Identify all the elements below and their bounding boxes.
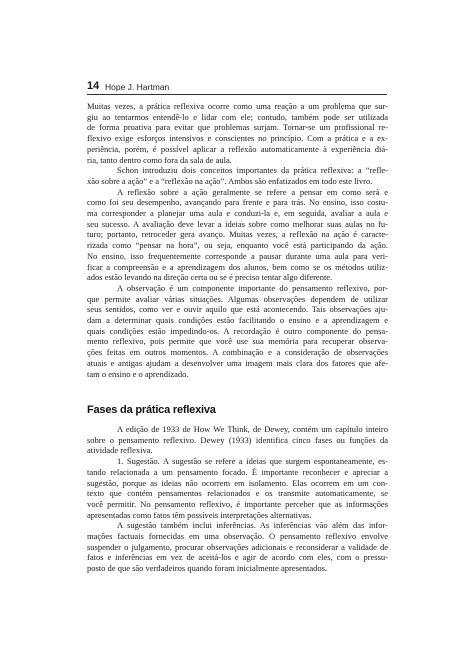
- text-line: No ensino, isso frequentemente corresponde a pausar durante uma aula para veri-: [87, 250, 388, 261]
- text-line: giu ao tentarmos entendê-lo e lidar com ele; contudo, também pode ser utilizada: [87, 111, 388, 122]
- body-text-block-2: [87, 424, 388, 574]
- page-number: 14: [87, 80, 100, 92]
- text-line: suspender o julgamento, procurar observações adicionais e reconsiderar a validade de: [87, 541, 388, 552]
- text-line: dam a determinar quais condições estão facilitando o ensino e a aprendizagem e: [87, 315, 388, 326]
- text-line: tam o ensino e o aprendizado.: [87, 368, 189, 379]
- text-line: seu sucesso. A avaliação deve levar a ideias sobre como melhorar suas aulas no fu-: [87, 218, 388, 229]
- text-line: atividade reflexiva.: [87, 445, 153, 456]
- text-line: turo; portanto, retroceder gera avanço. Muitas vezes, a reflexão na ação é caracte-: [87, 229, 388, 240]
- section-heading: Fases da prática reflexiva: [87, 404, 216, 416]
- running-header-author: Hope J. Hartman: [105, 82, 170, 92]
- text-line: A edição de 1933 de How We Think, de Dewey, contém um capítulo inteiro: [117, 424, 388, 434]
- running-header: [87, 80, 388, 94]
- body-text-block-1: [87, 101, 388, 379]
- paragraph: [87, 165, 388, 186]
- text-line: ficar a compreensão e a aprendizagem dos alunos, bem como se os métodos utiliz-: [87, 261, 388, 272]
- paragraph: [87, 456, 388, 520]
- paragraph: [87, 283, 388, 379]
- text-line: Schon introduziu dois conceitos importantes da prática reflexiva: a “refle-: [117, 165, 388, 176]
- text-line: mações factuais fornecidas em uma observação. O pensamento reflexivo envolve: [87, 531, 388, 542]
- text-line: texto que contém pensamentos relacionados e os transmite automaticamente, se: [87, 488, 388, 499]
- text-line: de forma proativa para evitar que problemas surjam. Tornar-se um profissional re-: [87, 122, 388, 133]
- text-line: apresentadas como fatos têm possíveis interpretações alternativas.: [87, 509, 312, 520]
- paragraph: [87, 101, 388, 165]
- text-line: ma corresponder a planejar uma aula e conduzi-la e, em seguida, avaliar a aula e: [87, 208, 388, 219]
- text-line: ados estão levando na direção certa ou se é preciso tentar algo diferente.: [87, 272, 333, 283]
- text-line: sobre o pensamento reflexivo. Dewey (1933) identifica cinco fases ou funções da: [87, 434, 388, 445]
- text-line: rizada como “pensar na hora”, ou seja, enquanto você está participando da ação.: [87, 240, 388, 251]
- text-line: que permite avaliar várias situações. Algumas observações dependem de utilizar: [87, 293, 388, 304]
- text-line: A reflexão sobre a ação geralmente se refere a pensar em como será e: [117, 186, 388, 197]
- text-line: como foi seu desempenho, avançando para frente e para trás. No ensino, isso costu-: [87, 197, 388, 208]
- text-line: sugestão, porque as ideias não ocorrem em isolamento. Elas ocorrem em um con-: [87, 477, 388, 488]
- text-line: periência, porém, é possível aplicar a reflexão automaticamente à experiência diá-: [87, 143, 388, 154]
- text-line: flexivo exige esforços intensivos e conscientes no princípio. Com a prática e a ex-: [87, 133, 388, 144]
- text-line: ções feitas em outros momentos. A combinação e a consideração de observações: [87, 347, 388, 358]
- header-rule: [87, 94, 387, 95]
- paragraph: [87, 520, 388, 574]
- text-line: 1. Sugestão. A sugestão se refere a ideias que surgem espontaneamente, es-: [117, 456, 388, 467]
- text-line: posto de que são verdadeiros quando foram inicialmente apresentados.: [87, 563, 328, 574]
- text-line: mento reflexivo, pois permite que você use sua memória para recuperar observa-: [87, 336, 388, 347]
- text-line: fatos e inferências em vez de aceitá-los e agir de acordo com eles, com o pressu-: [87, 552, 388, 563]
- paragraph: [87, 424, 388, 456]
- text-line: A sugestão também inclui inferências. As inferências vão além das infor-: [117, 520, 388, 531]
- text-line: você permitir. No pensamento reflexivo, é importante perceber que as informações: [87, 498, 388, 509]
- text-line: seus sentidos, como ver e ouvir aquilo que está acontecendo. Tais observações aju-: [87, 304, 388, 315]
- text-line: atuais e antigas ajudam a desenvolver uma imagem mais clara dos fatores que afe-: [87, 357, 388, 368]
- text-line: Muitas vezes, a prática reflexiva ocorre como uma reação a um problema que sur-: [87, 101, 388, 111]
- text-line: quais condições estão impedindo-os. A recordação é outro componente do pensa-: [87, 325, 388, 336]
- paragraph: [87, 187, 388, 283]
- text-line: tando relacionada a um pensamento focado. É importante reconhecer e apreciar a: [87, 466, 388, 477]
- text-line: xão sobre a ação” e a “reflexão na ação”. Ambos são enfatizados em todo este livro.: [87, 175, 373, 186]
- text-line: A observação é um componente importante do pensamento reflexivo, por-: [117, 282, 388, 293]
- text-line: ria, tanto dentro como fora da sala de aula.: [87, 154, 232, 165]
